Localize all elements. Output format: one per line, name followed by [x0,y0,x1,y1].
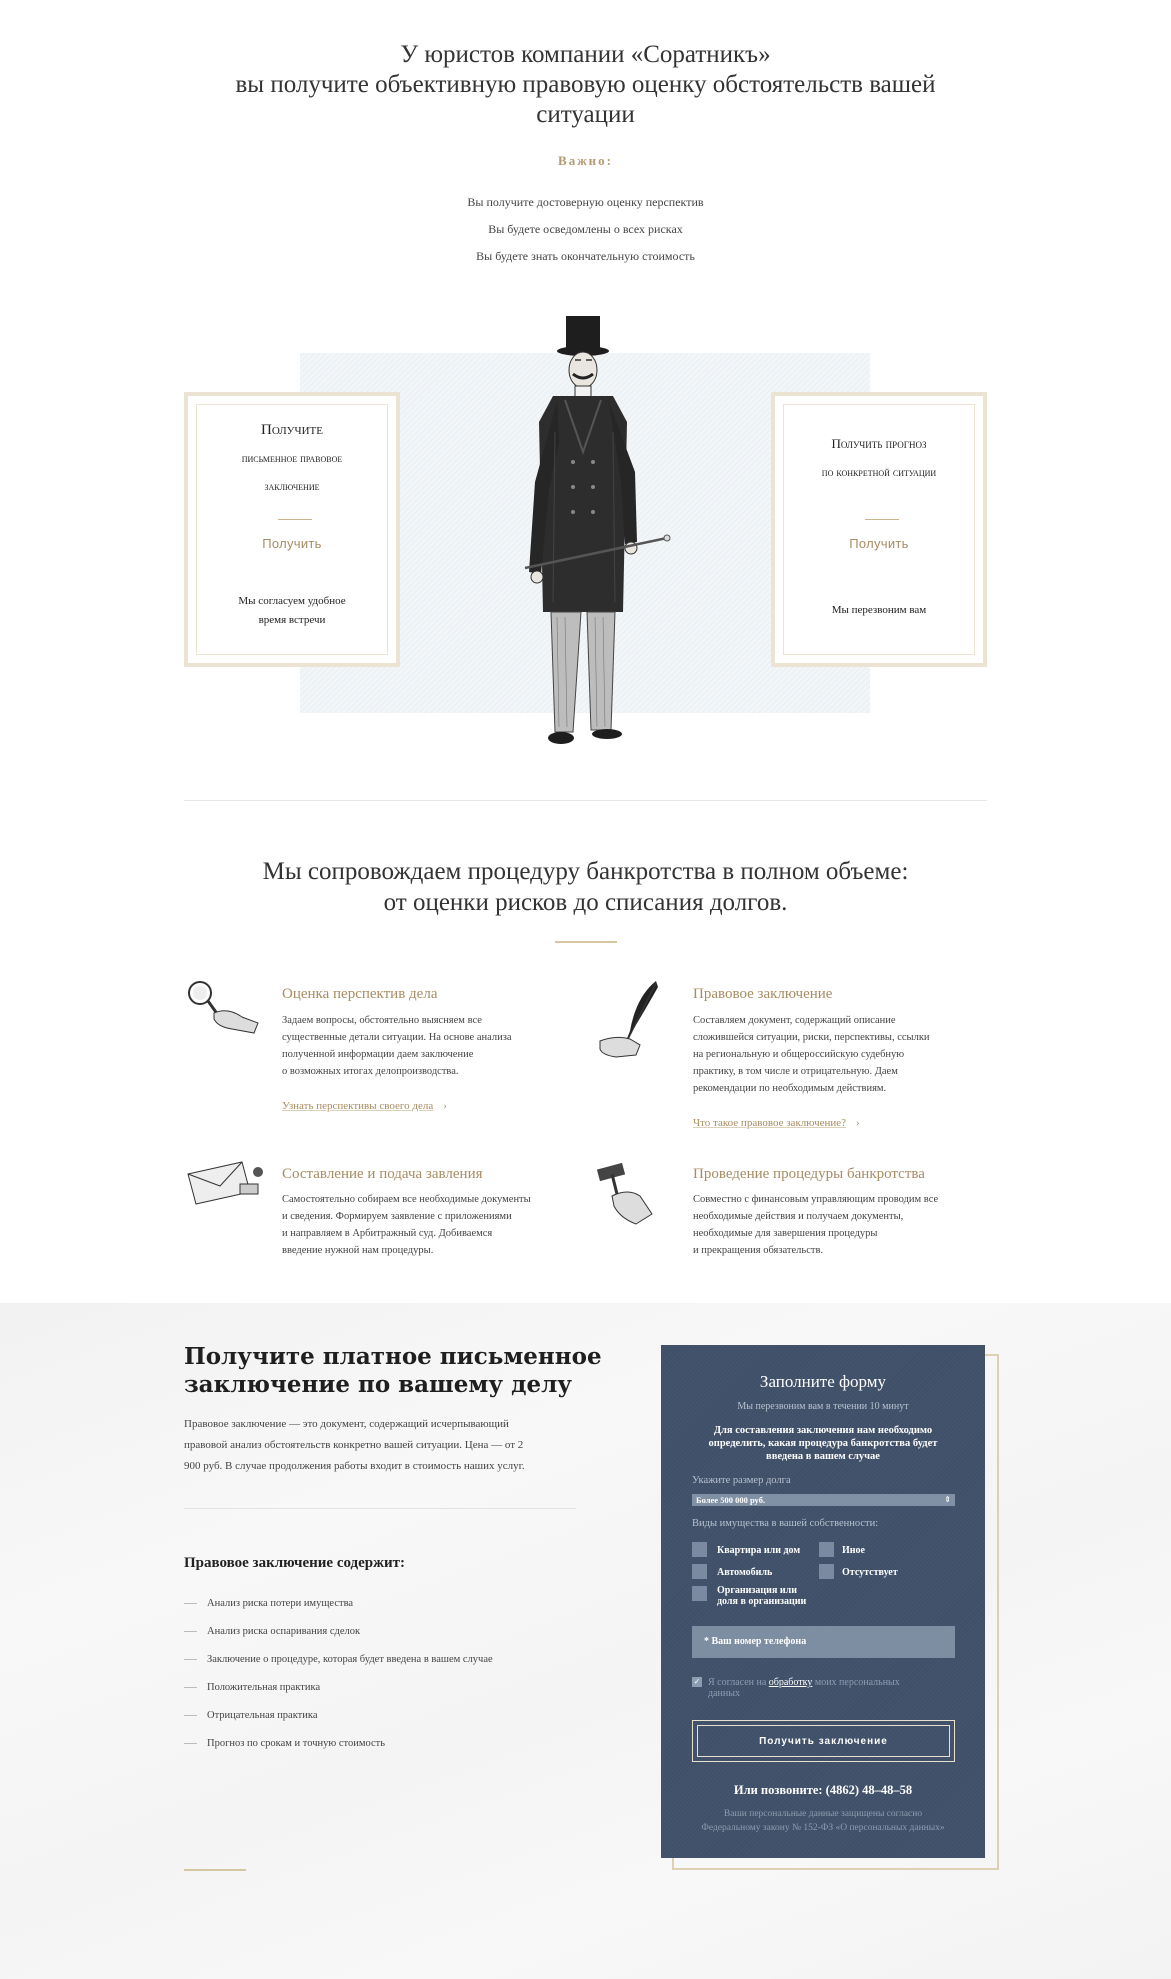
title-underline [555,941,617,943]
request-form [661,1345,985,1858]
card-title: письменное правовое [241,451,343,465]
feature-text [693,1191,993,1259]
form-description-line: введена в вашем случае [766,1451,880,1462]
important-label: Важно: [558,153,613,168]
paid-divider [184,1508,576,1509]
form-title: Заполните форму [759,1372,887,1391]
checkbox-label-line: Организация или [717,1585,797,1596]
section-underline [184,1869,246,1871]
debt-select[interactable] [692,1494,955,1506]
list-item [184,1646,584,1674]
consent-text [708,1677,958,1699]
checkbox-apartment[interactable] [692,1542,707,1557]
phone-input[interactable]: * Ваш номер телефона [692,1626,955,1658]
card-get-link[interactable]: Получить [849,536,909,551]
feature-link-label[interactable]: Узнать перспективы своего дела [282,1100,434,1112]
hero-bullet: Вы будете знать окончательную стоимость [476,249,695,263]
paid-list-title: Правовое заключение содержит: [184,1555,406,1571]
feature-heading: Проведение процедуры банкротства [693,1166,925,1182]
feature-link-label[interactable]: Что такое правовое заключение? [693,1117,847,1129]
checkbox-label: Квартира или дом [717,1545,801,1556]
feature-line: практику, в том числе и отрицательную. Даем [693,1066,898,1077]
envelope-seal-icon [184,1158,266,1208]
call-us: Или позвоните: (4862) 48–48–58 [733,1783,913,1797]
feature-line: рекомендации по необходимым действиям. [693,1083,887,1094]
list-item [184,1618,584,1646]
card-forecast [771,392,987,667]
feature-line: Составляем документ, содержащий описание [693,1015,896,1026]
card-divider [865,519,899,520]
list-item-label: Положительная практика [207,1682,321,1693]
feature-line: существенные детали ситуации. На основе анализа [282,1032,512,1043]
feature-line: Задаем вопросы, обстоятельно выясняем все [282,1015,482,1026]
feature-line: и прекращения обязательств. [693,1245,824,1256]
form-footer-line: Федеральному закону № 152-ФЗ «О персональных данных» [701,1823,945,1833]
card-divider [278,519,312,520]
paid-paragraph [184,1414,574,1477]
card-title: Получить прогноз [831,436,927,451]
card-subtext: Мы согласуем удобное [238,595,346,607]
submit-button[interactable] [692,1720,955,1762]
services-title-line: Мы сопровождаем процедуру банкротства в полном объеме: [262,858,909,885]
feature-heading: Составление и подача завления [282,1166,483,1182]
checkbox-label: Иное [842,1545,865,1556]
paid-paragraph-line: Правовое заключение — это документ, содержащий исчерпывающий [184,1418,509,1430]
debt-label: Укажите размер долга [692,1475,791,1486]
card-title: заключение [264,479,320,493]
property-label: Виды имущества в вашей собственности: [692,1518,879,1529]
paid-paragraph-line: 900 руб. В случае продолжения работы входит в стоимость наших услуг. [184,1460,525,1472]
consent-checkbox[interactable]: ✓ [693,1677,701,1686]
section-divider [184,800,987,801]
feature-line: введение нужной нам процедуры. [282,1245,434,1256]
hero-bullet: Вы будете осведомлены о всех рисках [488,222,683,236]
feature-line: полученной информации даем заключение [282,1049,474,1060]
feature-text [282,1191,582,1259]
paid-title-line: заключение по вашему делу [184,1371,573,1398]
magnifier-hand-icon [184,979,262,1039]
list-item [184,1702,584,1730]
feature-heading: Оценка перспектив дела [282,986,438,1002]
checkbox-label-line: доля в организации [717,1596,807,1607]
hero-title [0,40,1171,130]
services-title-line: от оценки рисков до списания долгов. [383,889,788,916]
checkbox-car[interactable] [692,1564,707,1579]
checkbox-label: Отсутствует [842,1567,898,1578]
paid-paragraph-line: правовой анализ обстоятельств конкретно вашей ситуации. Цена — от 2 [184,1439,524,1451]
chevron-right-icon: › [856,1117,860,1129]
hero-title-line: У юристов компании «Соратникъ» [400,41,771,68]
card-title: Получите [260,422,323,438]
list-item-label: Отрицательная практика [207,1710,318,1721]
feature-line: необходимые действия и получаем документы, [693,1211,904,1222]
feature-heading: Правовое заключение [693,986,833,1002]
list-item [184,1674,584,1702]
gentleman-illustration [495,312,685,754]
feature-line: на региональную и общероссийскую судебную [693,1049,905,1060]
feature-text [282,1012,582,1080]
card-written-opinion [184,392,400,667]
debt-select-value: Более 500 000 руб. [696,1495,766,1505]
form-description-line: Для составления заключения нам необходимо [713,1425,933,1436]
form-footer-line: Ваши персональные данные защищены согласно [723,1809,923,1819]
feature-line: сложившейся ситуации, риски, перспективы, ссылки [693,1032,930,1043]
checkbox-label: Автомобиль [717,1567,773,1578]
form-description [661,1424,985,1463]
quill-hand-icon [596,979,666,1069]
consent-suffix: моих персональных [814,1677,900,1688]
form-description-line: определить, какая процедура банкротства будет [708,1438,938,1449]
form-footer [661,1807,985,1835]
form-subtitle: Мы перезвоним вам в течении 10 минут [737,1401,909,1412]
list-item-label: Анализ риска потери имущества [207,1598,354,1609]
updown-arrows-icon: ⇕ [944,1495,951,1504]
card-subtext: время встречи [258,614,326,626]
checkbox-organization[interactable] [692,1586,707,1601]
services-title [0,856,1171,918]
consent-prefix: Я согласен на [708,1677,767,1688]
paid-title [184,1343,602,1399]
card-get-link[interactable]: Получить [262,536,322,551]
list-item [184,1730,584,1758]
hero-title-line: вы получите объективную правовую оценку обстоятельств вашей [235,71,936,98]
feature-link[interactable] [282,1096,447,1114]
feature-line: о возможных итогах делопроизводства. [282,1066,459,1077]
card-subtext: Мы перезвоним вам [831,604,927,616]
list-item-label: Анализ риска оспаривания сделок [207,1626,361,1637]
gavel-hand-icon [596,1158,666,1228]
checkbox-other[interactable] [819,1542,834,1557]
feature-line: Совместно с финансовым управляющим проводим все [693,1194,939,1205]
feature-line: и сведения. Формируем заявление с приложениями [282,1211,512,1222]
chevron-right-icon: › [443,1100,447,1112]
paid-list [184,1590,584,1758]
hero-bullet: Вы получите достоверную оценку перспектив [467,195,704,209]
checkbox-none[interactable] [819,1564,834,1579]
consent-link[interactable]: обработку [768,1677,813,1688]
paid-title-line: Получите платное письменное [184,1343,602,1370]
list-item-label: Заключение о процедуре, которая будет введена в вашем случае [207,1654,493,1665]
hero-title-line: ситуации [536,101,635,128]
feature-text [693,1012,993,1097]
feature-link[interactable] [693,1113,860,1131]
feature-line: необходимые для завершения процедуры [693,1228,878,1239]
feature-line: и направляем в Арбитражный суд. Добиваемся [282,1228,493,1239]
list-item [184,1590,584,1618]
list-item-label: Прогноз по срокам и точную стоимость [207,1738,386,1749]
consent-line: данных [708,1688,740,1699]
feature-line: Самостоятельно собираем все необходимые документы [282,1194,531,1205]
card-title: по конкретной ситуации [821,465,937,479]
submit-button-label: Получить заключение [697,1725,950,1757]
checkbox-label [717,1585,806,1607]
